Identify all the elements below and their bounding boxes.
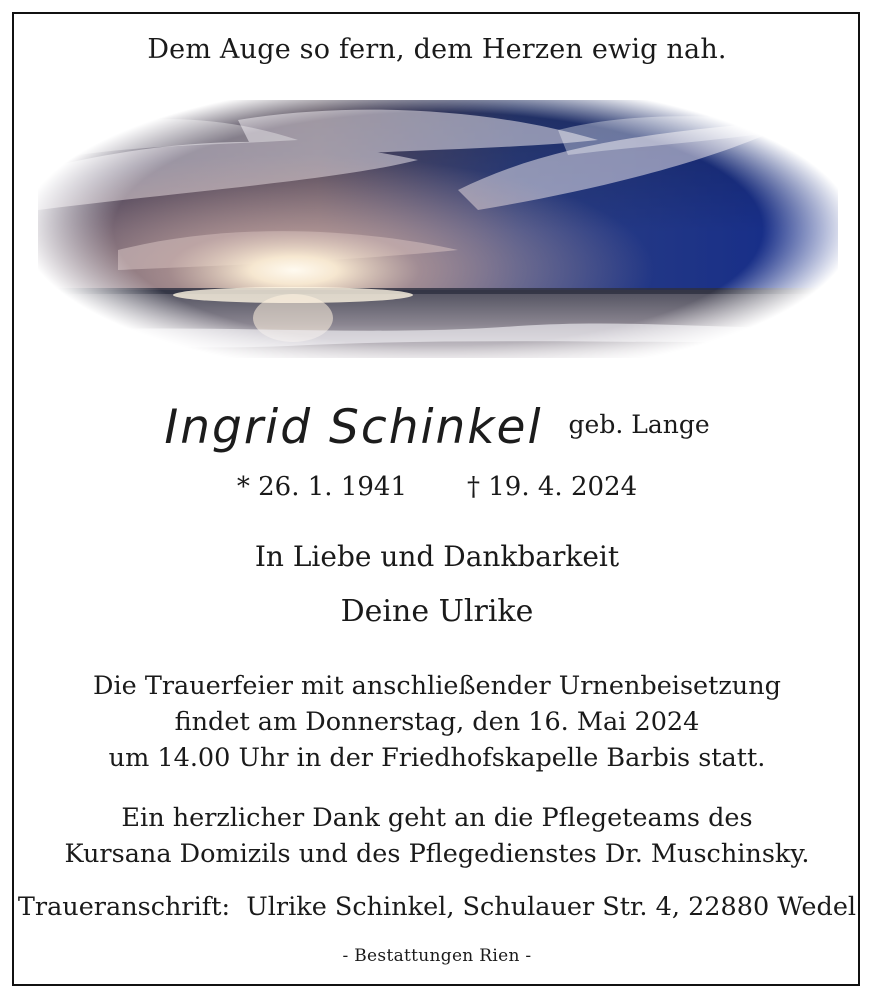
gratitude-line: Kursana Domizils und des Pflegedienstes Dr. Muschinsky. xyxy=(64,839,810,869)
signature-line: Deine Ulrike xyxy=(340,594,534,629)
ceremony-line: Die Trauerfeier mit anschließender Urnenbeisetzung xyxy=(93,671,781,701)
deceased-name: Ingrid Schinkel xyxy=(164,400,543,455)
gratitude-line: Ein herzlicher Dank geht an die Pflegeteams des xyxy=(121,803,753,833)
gratitude-notice xyxy=(0,800,874,872)
ceremony-notice xyxy=(0,668,874,776)
ceremony-line: um 14.00 Uhr in der Friedhofskapelle Barbis statt. xyxy=(108,743,766,773)
ceremony-line: findet am Donnerstag, den 16. Mai 2024 xyxy=(174,707,700,737)
birth-date: * 26. 1. 1941 xyxy=(236,472,407,502)
undertaker: - Bestattungen Rien - xyxy=(342,946,532,966)
dedication-line: In Liebe und Dankbarkeit xyxy=(254,540,620,573)
mourning-address: Traueranschrift: Ulrike Schinkel, Schulauer Str. 4, 22880 Wedel xyxy=(17,892,857,922)
birth-name: geb. Lange xyxy=(568,410,710,439)
life-dates xyxy=(0,472,874,502)
deceased-name-row xyxy=(0,400,874,455)
death-date: † 19. 4. 2024 xyxy=(467,472,638,502)
seascape-sunset-image xyxy=(38,100,838,358)
motto: Dem Auge so fern, dem Herzen ewig nah. xyxy=(147,34,727,65)
